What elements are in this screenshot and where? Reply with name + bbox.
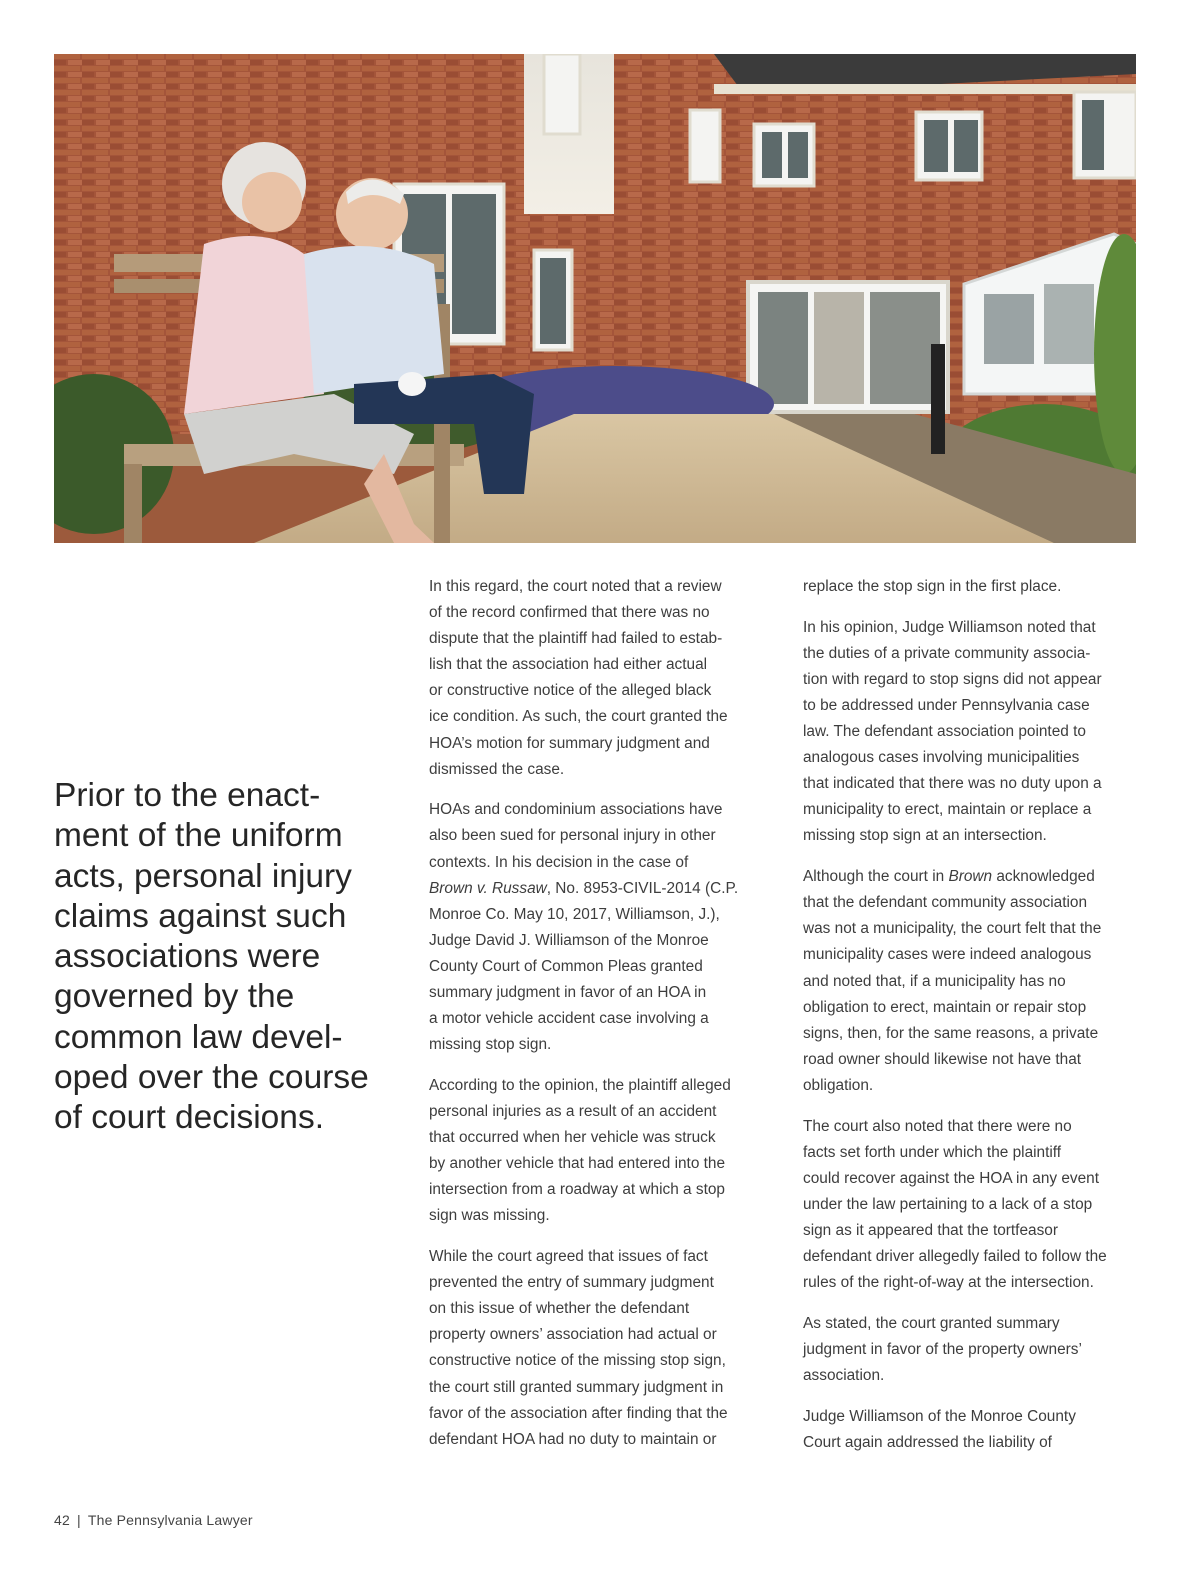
paragraph [803,864,1140,1099]
paragraph: In this regard, the court noted that a review of the record confirmed that there was no dispute that the plaintiff had failed to estab- lish that the association had either actual or constructive notice of the alleged black ice condition. As such, the court granted the HOA’s motion for summary judgment and dismissed the case. [429,578,728,778]
hero-photo [54,54,1136,543]
paragraph: In his opinion, Judge Williamson noted that the duties of a private community associa- tion with regard to stop signs did not appear to be addressed under Pennsylvania case law. The defendant association pointed to analogous cases involving municipalities that indicated that there was no duty upon a municipality to erect, maintain or replace a missing stop sign at an intersection. [803,618,1102,845]
paragraph-text: Although the court in [803,868,949,886]
paragraph [429,797,764,1058]
footer-separator: | [76,1512,81,1528]
pull-quote: Prior to the enact- ment of the uniform acts, personal injury claims against such associations were governed by the common law devel- oped over the course of court decisions. [54,777,369,1137]
paragraph: As stated, the court granted summary judgment in favor of the property owners’ association. [803,1314,1082,1384]
paragraph-text: , No. 8953-CIVIL-2014 (C.P. Monroe Co. May 10, 2017, Williamson, J.), Judge David J. Williamson of the Monroe County Court of Common Pleas granted summary judgment in favor of an HOA in a motor vehicle accident case involving a missing stop sign. [429,879,739,1054]
case-citation: Brown v. Russaw [429,879,547,897]
hero-photo-illustration [54,54,1136,543]
page-number: 42 [54,1512,70,1528]
paragraph-text: acknowledged that the defendant community association was not a municipality, the court felt that the municipality cases were indeed analogous and noted that, if a municipality has no obligation to erect, maintain or repair stop signs, then, for the same reasons, a private road owner should likewise not have that obligation. [803,868,1102,1094]
paragraph: Judge Williamson of the Monroe County Court again addressed the liability of [803,1407,1076,1451]
paragraph: The court also noted that there were no facts set forth under which the plaintiff could recover against the HOA in any event under the law pertaining to a lack of a stop sign as it appeared that the tortfeasor defendant driver allegedly failed to follow the rules of the right-of-way at the intersection. [803,1117,1107,1292]
paragraph: While the court agreed that issues of fact prevented the entry of summary judgment on this issue of whether the defendant property owners’ association had actual or constructive notice of the missing stop sign, the court still granted summary judgment in favor of the association after finding that the defendant HOA had no duty to maintain or [429,1248,728,1448]
article-column-2 [803,574,1140,1470]
paragraph-text: HOAs and condominium associations have also been sued for personal injury in other contexts. In his decision in the case of [429,801,723,871]
case-citation: Brown [948,868,993,886]
article-column-1 [429,574,764,1467]
paragraph: replace the stop sign in the first place. [803,578,1062,595]
publication-name: The Pennsylvania Lawyer [87,1512,253,1528]
page-footer [54,1512,253,1528]
paragraph: According to the opinion, the plaintiff alleged personal injuries as a result of an accident that occurred when her vehicle was struck by another vehicle that had entered into the intersection from a roadway at which a stop sign was missing. [429,1076,731,1225]
